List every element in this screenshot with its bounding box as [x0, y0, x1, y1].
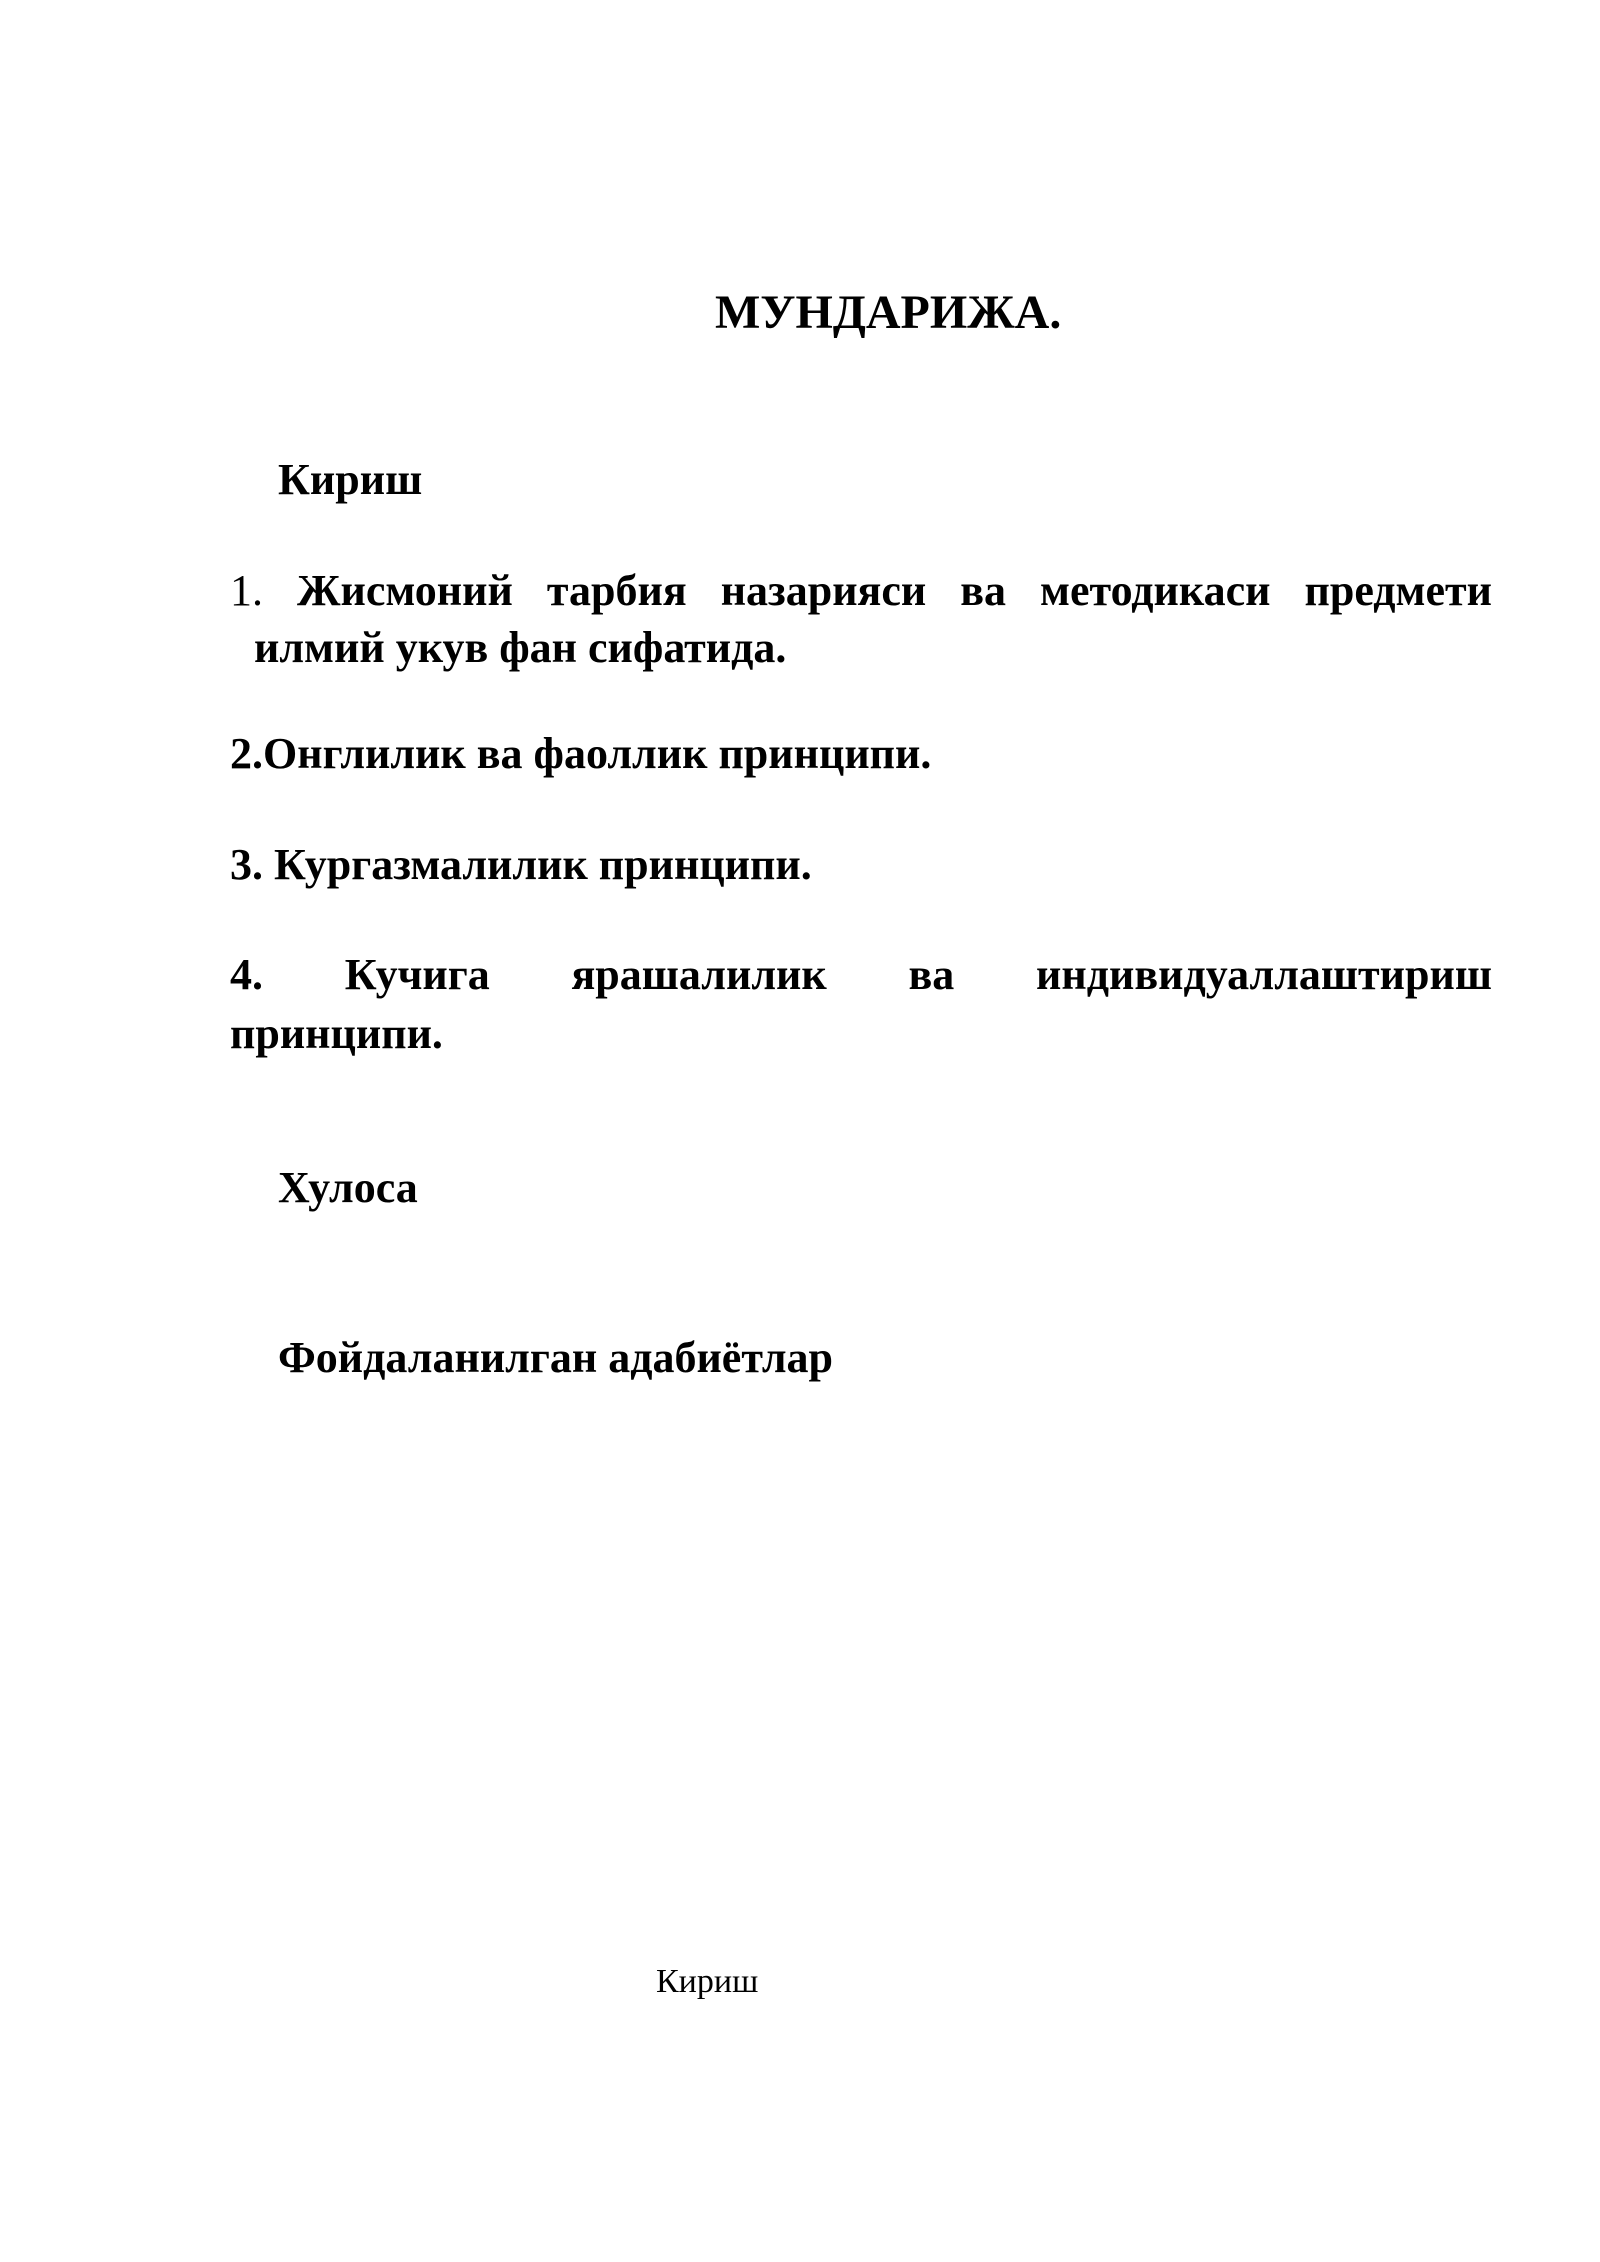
toc-entry-intro: Кириш [278, 455, 423, 504]
toc-entry-1-number: 1. [230, 566, 263, 615]
toc-entry-1-line-1 [230, 563, 1492, 619]
toc-entry-1-text: Жисмоний тарбия назарияси ва методикаси предмети [297, 566, 1492, 615]
toc-entry-4-line-1: 4. Кучига ярашалилик ва индивидуаллаштириш [230, 950, 1492, 999]
toc-entry-2: 2.Онглилик ва фаоллик принципи. [230, 729, 932, 778]
toc-entry-3: 3. Кургазмалилик принципи. [230, 840, 812, 889]
toc-entry-4-line-2: принципи. [230, 1009, 443, 1058]
page-title: МУНДАРИЖА. [715, 286, 1062, 339]
section-heading-intro: Кириш [656, 1963, 759, 2000]
toc-entry-1-line-2: илмий укув фан сифатида. [254, 623, 787, 672]
toc-entry-conclusion: Хулоса [278, 1163, 418, 1212]
toc-entry-references: Фойдаланилган адабиётлар [278, 1333, 834, 1382]
